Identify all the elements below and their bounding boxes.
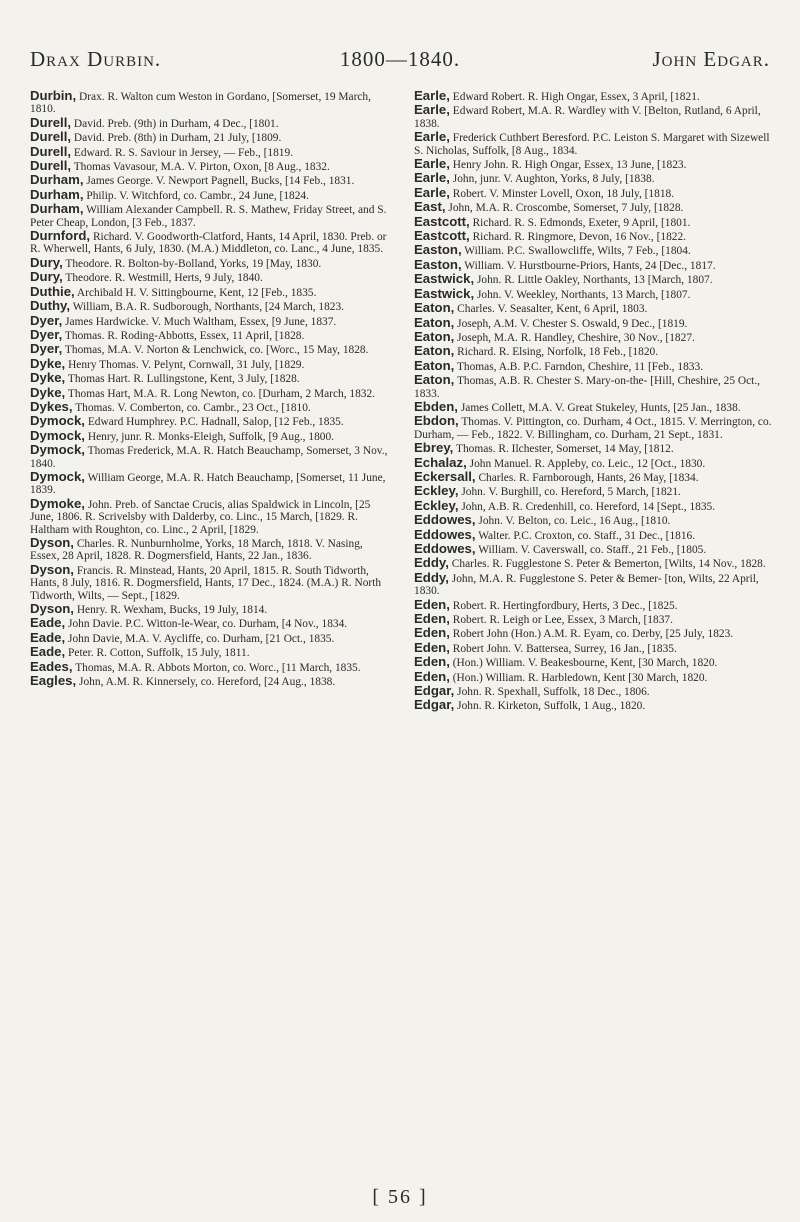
- entry: [30, 143, 390, 159]
- entry: [30, 312, 390, 328]
- header-right: John Edgar.: [652, 47, 770, 71]
- entry-text: Francis. R. Minstead, Hants, 20 April, 1815. R. South Tidworth, Hants, 8 July, 1816. R. Dogmersfield, Hants, 17 Dec., 1824. (M.A.) R. North Tidworth, Wilts, — Sept., [1829.: [30, 564, 382, 602]
- entry: [30, 300, 390, 313]
- entry-surname: Durell,: [30, 158, 72, 174]
- entry-surname: Eddowes,: [414, 526, 476, 542]
- entry-text: John. R. Little Oakley, Northants, 13 [March, 1807.: [476, 274, 713, 287]
- entry-text: Thomas Hart, M.A. R. Long Newton, co. [Durham, 2 March, 1832.: [67, 387, 376, 400]
- entry: [30, 444, 390, 470]
- entry-surname: Easton,: [414, 242, 462, 258]
- entry-surname: Dyke,: [30, 384, 66, 400]
- entry-surname: Eckley,: [414, 497, 459, 513]
- entry-surname: Edgar,: [414, 697, 455, 713]
- entry: [30, 427, 390, 443]
- entry-text: Thomas Frederick, M.A. R. Hatch Beauchamp, Somerset, 3 Nov., 1840.: [30, 445, 388, 470]
- entry-text: Henry John. R. High Ongar, Essex, 13 June, [1823.: [452, 159, 687, 172]
- entry: [414, 442, 774, 455]
- entry-surname: Earle,: [414, 170, 450, 186]
- entry: [30, 131, 390, 144]
- entry-text: Thomas, A.B. P.C. Farndon, Cheshire, 11 [Feb., 1833.: [456, 360, 704, 373]
- entry-text: Henry, junr. R. Monks-Eleigh, Suffolk, [9 Aug., 1800.: [87, 430, 334, 443]
- entry-surname: Eddy,: [414, 569, 449, 585]
- entry-text: Philip. V. Witchford, co. Cambr., 24 June, [1824.: [86, 189, 309, 202]
- entry-surname: Dymock,: [30, 442, 85, 458]
- entry: [414, 244, 774, 257]
- entry-text: Charles. R. Farnborough, Hants, 26 May, [1834.: [478, 471, 699, 484]
- entry-text: Robert. R. Hertingfordbury, Herts, 3 Dec., [1825.: [452, 599, 678, 612]
- entry: [414, 357, 774, 373]
- entry-text: Charles. R. Fugglestone S. Peter & Bemerton, [Wilts, 14 Nov., 1828.: [451, 558, 766, 571]
- entry: [30, 495, 390, 536]
- entry: [30, 537, 390, 563]
- entry-text: Richard. V. Goodworth-Clatford, Hants, 14 April, 1830. Preb. or R. Wherwell, Hants, 6 July, 1830. (M.A.) Middleton, co. Lanc., 4 June, 1835.: [30, 231, 387, 256]
- entry-surname: Duthy,: [30, 298, 71, 314]
- entry-text: (Hon.) William. V. Beakesbourne, Kent, [30 March, 1820.: [452, 657, 718, 670]
- entry-surname: Eddowes,: [414, 541, 476, 556]
- entry-text: Thomas Hart. R. Lullingstone, Kent, 3 July, [1828.: [67, 373, 300, 386]
- entry-text: John. V. Burghill, co. Hereford, 5 March, [1821.: [461, 486, 681, 499]
- entry-text: Charles. R. Nunburnholme, Yorks, 18 March, 1818. V. Nasing, Essex, 28 April, 1828. R. Dogmersfield, Hants, 22 Jan., 1836.: [30, 538, 363, 563]
- entry-text: Robert. R. Leigh or Lee, Essex, 3 March, [1837.: [452, 614, 673, 627]
- entry: [414, 374, 774, 400]
- entry-surname: Eaton,: [414, 372, 455, 388]
- entry-surname: Dymock,: [30, 413, 85, 429]
- entry: [414, 699, 774, 712]
- entry-surname: Eden,: [414, 654, 450, 670]
- entry-text: Robert. V. Minster Lovell, Oxon, 18 July, [1818.: [452, 187, 675, 200]
- entry-surname: Dymoke,: [30, 495, 85, 511]
- entry: [30, 372, 390, 385]
- entry-text: John, M.A. R. Croscombe, Somerset, 7 July, [1828.: [448, 202, 684, 215]
- entry-surname: Eden,: [414, 611, 450, 627]
- entry-text: Thomas. V. Comberton, co. Cambr., 23 Oct., [1810.: [75, 401, 311, 414]
- entry: [414, 131, 774, 157]
- entry-text: Joseph, A.M. V. Chester S. Oswald, 9 Dec., [1819.: [457, 317, 688, 330]
- entry-surname: Durham,: [30, 172, 84, 188]
- entry-text: Richard. R. S. Edmonds, Exeter, 9 April, [1801.: [472, 216, 691, 229]
- entry-text: Thomas, A.B. R. Chester S. Mary-on-the- [Hill, Cheshire, 25 Oct., 1833.: [414, 375, 761, 400]
- entry: [30, 326, 390, 342]
- entry: [414, 656, 774, 669]
- entry: [414, 285, 774, 301]
- entry: [414, 497, 774, 513]
- entry-surname: Earle,: [414, 156, 450, 172]
- entry-surname: Dyke,: [30, 355, 66, 371]
- entry-text: Edward Robert. R. High Ongar, Essex, 3 April, [1821.: [452, 91, 700, 103]
- entry-surname: Eastcott,: [414, 213, 470, 229]
- header-center: 1800—1840.: [339, 47, 461, 71]
- entry: [414, 172, 774, 185]
- entry-surname: Eaton,: [414, 343, 455, 359]
- entry: [30, 384, 390, 400]
- entry-text: Peter. R. Cotton, Suffolk, 15 July, 1811.: [68, 647, 250, 660]
- entry-surname: Ebrey,: [414, 440, 454, 456]
- entry: [414, 613, 774, 626]
- entry: [30, 658, 390, 674]
- entry: [30, 415, 390, 428]
- entry-text: Edward Robert, M.A. R. Wardley with V. [Belton, Rutland, 6 April, 1838.: [414, 105, 761, 130]
- entry: [414, 314, 774, 330]
- entry-surname: Edgar,: [414, 683, 455, 699]
- entry-text: Robert John. V. Battersea, Surrey, 16 Jan., [1835.: [452, 642, 677, 655]
- entry-text: John. R. Spexhall, Suffolk, 18 Dec., 1806.: [457, 686, 650, 699]
- entry-text: William George, M.A. R. Hatch Beauchamp, [Somerset, 11 June, 1839.: [30, 471, 386, 497]
- entry-text: David. Preb. (8th) in Durham, 21 July, [1809.: [73, 132, 282, 145]
- right-column: [414, 90, 774, 713]
- entry-surname: Dyson,: [30, 561, 74, 577]
- entry-surname: Durham,: [30, 186, 84, 202]
- entry: [414, 273, 774, 286]
- entry: [30, 675, 390, 688]
- entry: [414, 526, 774, 542]
- entry: [30, 603, 390, 616]
- entry-surname: Earle,: [414, 129, 450, 145]
- entry: [414, 302, 774, 315]
- entry-text: John. V. Belton, co. Leic., 16 Aug., [1810.: [478, 515, 671, 528]
- entry-surname: Duthie,: [30, 283, 75, 299]
- entry-text: (Hon.) William. R. Harbledown, Kent [30 March, 1820.: [452, 671, 708, 684]
- entry-text: John. R. Kirketon, Suffolk, 1 Aug., 1820.: [457, 700, 646, 713]
- entry-text: James Collett, M.A. V. Great Stukeley, Hunts, [25 Jan., 1838.: [460, 401, 741, 414]
- entry: [414, 668, 774, 684]
- entry: [30, 203, 390, 229]
- entry: [414, 514, 774, 527]
- entry-surname: Dyson,: [30, 601, 74, 617]
- entry-text: Thomas. V. Pittington, co. Durham, 4 Oct., 1815. V. Merrington, co. Durham, — Feb., 1822. V. Billingham, co. Durham, 21 Sept., 1831.: [414, 416, 772, 441]
- entry-text: Henry Thomas. V. Pelynt, Cornwall, 31 July, [1829.: [68, 358, 305, 371]
- entry: [30, 398, 390, 414]
- entry: [414, 213, 774, 229]
- entry-surname: Eaton,: [414, 300, 455, 316]
- entry-surname: Eckley,: [414, 483, 459, 499]
- entry-text: Theodore. R. Bolton-by-Bolland, Yorks, 19 [May, 1830.: [65, 257, 322, 270]
- entry-surname: Eagles,: [30, 673, 77, 689]
- entry: [414, 328, 774, 344]
- entry-surname: Durnford,: [30, 228, 91, 244]
- entry: [414, 639, 774, 655]
- page-number: [ 56 ]: [372, 1186, 428, 1208]
- entry-text: John, A.M. R. Kinnersely, co. Hereford, [24 Aug., 1838.: [79, 676, 336, 689]
- entry: [414, 104, 774, 130]
- entry-surname: Easton,: [414, 256, 462, 272]
- entry-surname: Dymock,: [30, 427, 85, 443]
- entry-text: John. V. Weekley, Northants, 13 March, [1807.: [476, 288, 691, 301]
- entry-surname: Earle,: [414, 88, 450, 103]
- entry: [414, 454, 774, 470]
- entry: [414, 256, 774, 272]
- entry: [30, 160, 390, 173]
- entry: [414, 569, 774, 598]
- entry-surname: Ebdon,: [414, 413, 459, 429]
- entry: [414, 557, 774, 570]
- entry-surname: East,: [414, 199, 446, 215]
- entry: [414, 415, 774, 441]
- entry-surname: Eden,: [414, 639, 450, 655]
- left-column: [30, 90, 390, 688]
- entry: [414, 543, 774, 556]
- entry-text: Thomas. R. Roding-Abbotts, Essex, 11 April, [1828.: [64, 329, 305, 342]
- entry: [30, 629, 390, 645]
- entry-surname: Dyer,: [30, 341, 63, 357]
- entry-text: Henry. R. Wexham, Bucks, 19 July, 1814.: [76, 604, 268, 617]
- entry-surname: Eden,: [414, 625, 450, 641]
- entry: [30, 646, 390, 659]
- entry-text: Thomas, M.A. R. Abbots Morton, co. Worc., [11 March, 1835.: [75, 661, 361, 674]
- entry-surname: Durell,: [30, 114, 72, 130]
- entry-surname: Eaton,: [414, 328, 455, 344]
- entry: [414, 468, 774, 484]
- entry-surname: Dyer,: [30, 326, 63, 342]
- entry: [30, 271, 390, 284]
- entry: [414, 596, 774, 612]
- entry-surname: Eastwick,: [414, 285, 475, 301]
- entry-surname: Eaton,: [414, 357, 455, 373]
- entry-text: John Davie. P.C. Witton-le-Wear, co. Durham, [4 Nov., 1834.: [68, 618, 348, 631]
- entry-surname: Dymock,: [30, 468, 85, 484]
- entry: [30, 114, 390, 130]
- entry-surname: Eaton,: [414, 314, 455, 330]
- entry-text: Thomas. R. Ilchester, Somerset, 14 May, [1812.: [456, 443, 674, 456]
- entry: [30, 468, 390, 497]
- entry-text: Thomas, M.A. V. Norton & Lenchwick, co. [Worc., 15 May, 1828.: [64, 344, 369, 357]
- entry-surname: Dury,: [30, 254, 63, 270]
- entry-surname: Durell,: [30, 143, 72, 159]
- entry: [414, 90, 774, 103]
- entry-surname: Dyson,: [30, 535, 74, 550]
- entry-surname: Eddy,: [414, 555, 449, 571]
- entry-surname: Dyer,: [30, 312, 63, 328]
- entry-text: Richard. R. Elsing, Norfolk, 18 Feb., [1820.: [457, 346, 659, 359]
- entry: [414, 485, 774, 498]
- entry-text: John, junr. V. Aughton, Yorks, 8 July, [1838.: [452, 173, 655, 186]
- entry-text: David. Preb. (9th) in Durham, 4 Dec., [1801.: [73, 117, 279, 130]
- entry-surname: Durell,: [30, 129, 72, 145]
- entry: [414, 685, 774, 698]
- entry-surname: Eddowes,: [414, 512, 476, 528]
- entry: [30, 90, 390, 116]
- entry-text: William. V. Hurstbourne-Priors, Hants, 24 [Dec., 1817.: [464, 259, 716, 272]
- entry: [30, 186, 390, 202]
- entry-surname: Eade,: [30, 615, 66, 631]
- entry-text: John Davie, M.A. V. Aycliffe, co. Durham, [21 Oct., 1835.: [68, 632, 335, 645]
- entry-surname: Durbin,: [30, 88, 77, 103]
- entry-surname: Eastcott,: [414, 228, 470, 244]
- entry: [414, 345, 774, 358]
- entry-surname: Eckersall,: [414, 468, 476, 484]
- entry-text: John, M.A. R. Fugglestone S. Peter & Bemer- [ton, Wilts, 22 April, 1830.: [414, 572, 759, 598]
- entry: [30, 283, 390, 299]
- entry-text: John. Preb. of Sanctae Crucis, alias Spaldwick in Lincoln, [25 June, 1806. R. Scrivelsby with Dalderby, co. Linc., 15 March, [1829. R. Haltham with Roughton, co. Linc., 2 April, [1829.: [30, 498, 371, 536]
- entry-text: William Alexander Campbell. R. S. Mathew, Friday Street, and S. Peter Cheap, London, [3 Feb., 1837.: [30, 204, 387, 229]
- entry-text: William, B.A. R. Sudborough, Northants, [24 March, 1823.: [72, 301, 345, 314]
- entry-text: John Manuel. R. Appleby, co. Leic., 12 [Oct., 1830.: [469, 457, 706, 470]
- entry-surname: Ebden,: [414, 398, 458, 414]
- entry-surname: Eades,: [30, 658, 73, 674]
- entry: [414, 627, 774, 640]
- entry: [30, 174, 390, 187]
- entry: [414, 201, 774, 214]
- entry-text: James George. V. Newport Pagnell, Bucks, [14 Feb., 1831.: [86, 175, 355, 188]
- entry-surname: Earle,: [414, 102, 450, 118]
- entry-surname: Dury,: [30, 269, 63, 285]
- entry-text: Walter. P.C. Croxton, co. Staff., 31 Dec., [1816.: [478, 529, 696, 542]
- entry-text: Joseph, M.A. R. Handley, Cheshire, 30 Nov., [1827.: [457, 331, 695, 344]
- entry-text: William. P.C. Swallowcliffe, Wilts, 7 Feb., [1804.: [464, 245, 691, 258]
- header-left: Drax Durbin.: [30, 47, 162, 71]
- entry-surname: Echalaz,: [414, 454, 467, 470]
- entry-surname: Eade,: [30, 629, 66, 645]
- entry-text: Frederick Cuthbert Beresford. P.C. Leiston S. Margaret with Sizewell S. Nicholas, Suffolk, [8 Aug., 1834.: [414, 132, 770, 157]
- entry: [30, 617, 390, 630]
- entry: [414, 158, 774, 171]
- running-header: [30, 47, 770, 75]
- entry-text: Drax. R. Walton cum Weston in Gordano, [Somerset, 19 March, 1810.: [30, 91, 371, 116]
- entry: [30, 230, 390, 256]
- entry-surname: Dyke,: [30, 370, 66, 386]
- entry: [30, 355, 390, 371]
- entry-text: Thomas Vavasour, M.A. V. Pirton, Oxon, [8 Aug., 1832.: [73, 161, 330, 174]
- entry-surname: Earle,: [414, 184, 450, 200]
- entry: [30, 343, 390, 356]
- entry: [30, 254, 390, 270]
- entry-surname: Eden,: [414, 596, 450, 612]
- entry-text: William. V. Caverswall, co. Staff., 21 Feb., [1805.: [478, 544, 707, 556]
- entry-surname: Eastwick,: [414, 271, 475, 287]
- entry-text: Robert John (Hon.) A.M. R. Eyam, co. Derby, [25 July, 1823.: [452, 628, 734, 641]
- entry: [414, 230, 774, 243]
- entry-text: Richard. R. Ringmore, Devon, 16 Nov., [1822.: [472, 231, 687, 244]
- entry-surname: Eade,: [30, 644, 66, 660]
- entry: [414, 398, 774, 414]
- entry-surname: Durham,: [30, 201, 84, 217]
- entry-text: Edward Humphrey. P.C. Hadnall, Salop, [12 Feb., 1835.: [87, 416, 344, 429]
- entry-text: Theodore. R. Westmill, Herts, 9 July, 1840.: [65, 272, 263, 285]
- entry-surname: Dykes,: [30, 398, 73, 414]
- entry-surname: Eden,: [414, 668, 450, 684]
- entry: [414, 184, 774, 200]
- entry-text: Charles. V. Seasalter, Kent, 6 April, 1803.: [457, 303, 648, 316]
- entry-text: James Hardwicke. V. Much Waltham, Essex, [9 June, 1837.: [65, 315, 337, 328]
- entry-text: Archibald H. V. Sittingbourne, Kent, 12 [Feb., 1835.: [76, 286, 317, 299]
- entry-text: Edward. R. S. Saviour in Jersey, — Feb., [1819.: [73, 146, 294, 159]
- entry: [30, 561, 390, 602]
- entry-text: John, A.B. R. Credenhill, co. Hereford, 14 [Sept., 1835.: [461, 500, 716, 513]
